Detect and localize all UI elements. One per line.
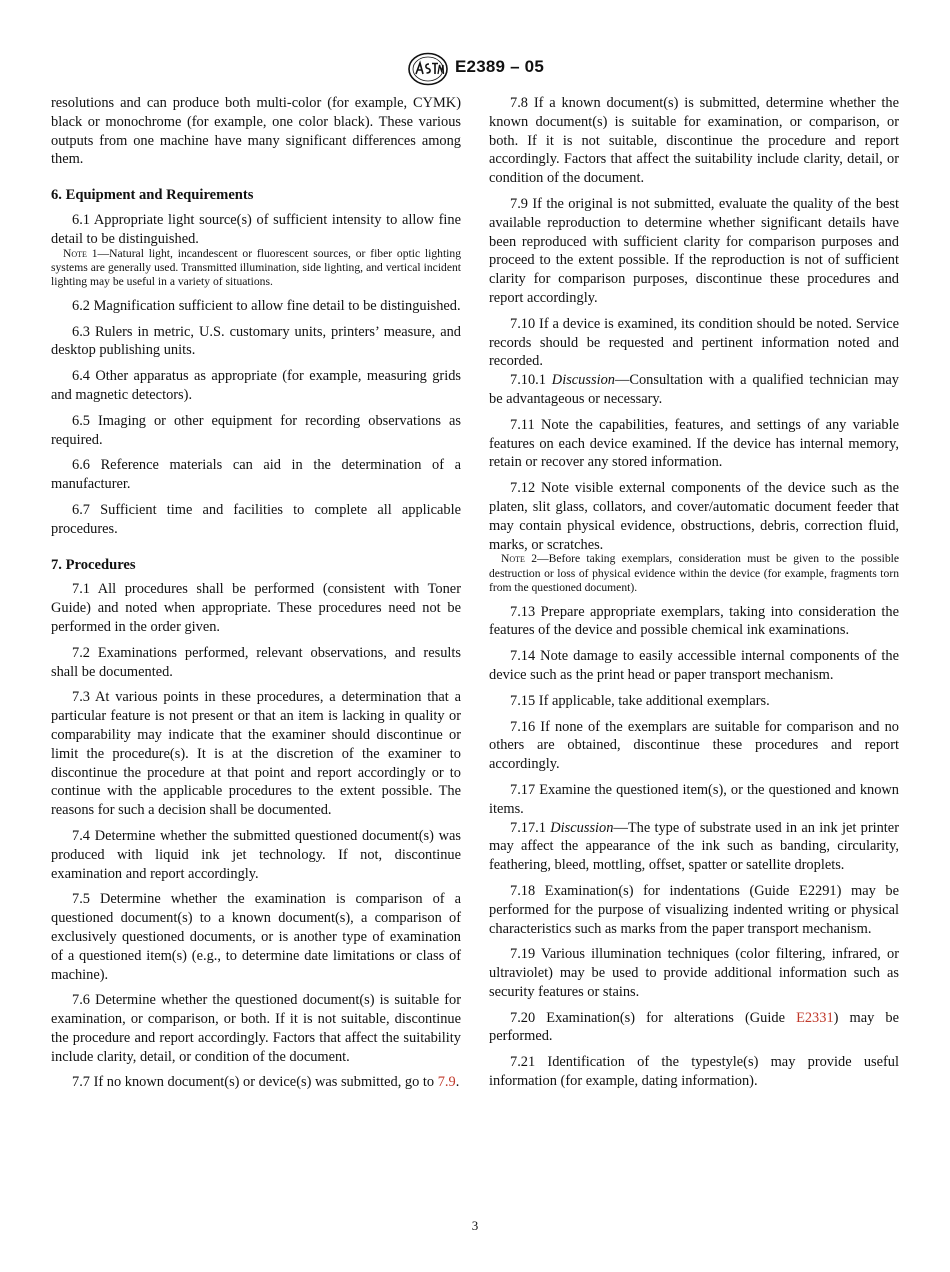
paragraph-7-10: 7.10 If a device is examined, its condition should be noted. Service records should be requested and pertinent information noted and recorded. bbox=[489, 315, 899, 370]
paragraph-6-5: 6.5 Imaging or other equipment for recording observations as required. bbox=[51, 412, 461, 448]
paragraph-7-16: 7.16 If none of the exemplars are suitable for comparison and no others are obtained, discontinue these procedures and report accordingly. bbox=[489, 718, 899, 773]
discussion-label: Discussion bbox=[550, 819, 614, 836]
paragraph-7-7-text: 7.7 If no known document(s) or device(s) was submitted, go to bbox=[72, 1074, 438, 1091]
paragraph-7-10-1-text: —Consultation with a qualified technician may be advantageous or necessary. bbox=[489, 372, 899, 407]
paragraph-6-1: 6.1 Appropriate light source(s) of sufficient intensity to allow fine detail to be distinguished. bbox=[51, 211, 461, 247]
paragraph-7-17-1 bbox=[489, 819, 899, 875]
paragraph-7-20-text: 7.20 Examination(s) for alterations (Guide bbox=[510, 1009, 797, 1026]
page-number: 3 bbox=[471, 1218, 479, 1233]
paragraph-7-17-1-number: 7.17.1 bbox=[510, 819, 551, 836]
paragraph-7-17: 7.17 Examine the questioned item(s), or the questioned and known items. bbox=[489, 781, 899, 817]
paragraph-7-2: 7.2 Examinations performed, relevant observations, and results shall be documented. bbox=[51, 644, 461, 680]
note-1 bbox=[51, 247, 461, 290]
paragraph-7-15: 7.15 If applicable, take additional exemplars. bbox=[510, 692, 770, 709]
paragraph-7-20 bbox=[489, 1009, 899, 1047]
astm-logo-icon bbox=[407, 52, 449, 86]
paragraph-6-3: 6.3 Rulers in metric, U.S. customary units, printers’ measure, and desktop publishing units. bbox=[51, 323, 461, 359]
note-2 bbox=[489, 552, 899, 595]
paragraph-7-10-1 bbox=[489, 371, 899, 409]
paragraph-7-9: 7.9 If the original is not submitted, evaluate the quality of the best available reproduction to determine whether significant details have been reproduced with sufficient clarity for comparison purposes and proceed to the extent possible. If the reproduction is not of sufficient clarity for comparison purposes, discontinue these procedures and report accordingly. bbox=[489, 195, 899, 306]
paragraph-7-18: 7.18 Examination(s) for indentations (Guide E2291) may be performed for the purpose of visualizing indented writing or physical characteristics such as marks from the paper transport mechanism. bbox=[489, 882, 899, 937]
paragraph-7-7 bbox=[51, 1073, 461, 1092]
link-e2331[interactable]: E2331 bbox=[796, 1009, 834, 1026]
note-1-text: 1—Natural light, incandescent or fluorescent sources, or fiber optic lighting systems are generally used. Transmitted illumination, side lighting, and vertical incident lighting may be useful in a variety of situations. bbox=[51, 246, 461, 289]
standard-designation: E2389 – 05 bbox=[455, 57, 544, 76]
paragraph-6-6: 6.6 Reference materials can aid in the determination of a manufacturer. bbox=[51, 457, 461, 493]
paragraph-7-10-1-number: 7.10.1 bbox=[510, 372, 552, 389]
link-7-9[interactable]: 7.9 bbox=[437, 1074, 456, 1091]
page-header bbox=[0, 52, 950, 86]
paragraph-7-5: 7.5 Determine whether the examination is comparison of a questioned document(s) to a known document(s), a comparison of exclusively questioned documents, or is another type of examination of a questioned item(s) (e.g., to determine date limitations or class of machine). bbox=[51, 891, 461, 983]
paragraph-7-4: 7.4 Determine whether the submitted questioned document(s) was produced with liquid ink jet technology. If not, discontinue examination and report accordingly. bbox=[51, 827, 461, 882]
paragraph-7-8: 7.8 If a known document(s) is submitted, determine whether the known document(s) is suitable for examination, or comparison, or both. If it is not suitable, discontinue the procedure and report accordingly. Factors that affect the suitability include clarity, detail, or condition of the document. bbox=[489, 95, 899, 187]
paragraph-6-7: 6.7 Sufficient time and facilities to complete all applicable procedures. bbox=[51, 501, 461, 537]
paragraph-7-17-1-text: —The type of substrate used in an ink jet printer may affect the appearance of the ink such as banding, circularity, feathering, bleed, mottling, offset, spatter or satellite droplets. bbox=[489, 819, 899, 874]
paragraph-6-4: 6.4 Other apparatus as appropriate (for example, measuring grids and magnetic detectors). bbox=[51, 368, 461, 403]
discussion-label: Discussion bbox=[551, 372, 615, 389]
paragraph-7-14: 7.14 Note damage to easily accessible internal components of the device such as the print head or paper transport mechanism. bbox=[489, 648, 899, 683]
paragraph-continuation: resolutions and can produce both multi-color (for example, CYMK) black or monochrome (for example, one color black). These various outputs from one machine have many significant differences among them. bbox=[51, 95, 461, 168]
section-heading-equipment: 6. Equipment and Requirements bbox=[51, 187, 254, 204]
paragraph-7-19: 7.19 Various illumination techniques (color filtering, infrared, or ultraviolet) may be used to provide additional information such as security features or stains. bbox=[489, 946, 899, 1000]
paragraph-7-13: 7.13 Prepare appropriate exemplars, taking into consideration the features of the device and possible chemical ink examinations. bbox=[489, 603, 899, 639]
paragraph-7-7-end: . bbox=[455, 1074, 460, 1091]
note-1-label: Note bbox=[63, 246, 87, 260]
section-heading-procedures: 7. Procedures bbox=[51, 556, 136, 573]
note-2-label: Note bbox=[501, 552, 525, 566]
paragraph-7-3: 7.3 At various points in these procedures, a determination that a particular feature is not present or that an item is lacking in quality or comparability may indicate that the examiner should discontinue or limit the procedure(s). It is at the discretion of the examiner to discontinue the procedure at that point and report accordingly or to continue with the applicable procedures to the extent possible. The reasons for such a decision shall be documented. bbox=[51, 689, 461, 819]
paragraph-7-11: 7.11 Note the capabilities, features, and settings of any variable features on each device examined. If the device has internal memory, retain or recover any stored information. bbox=[489, 416, 899, 471]
paragraph-7-12: 7.12 Note visible external components of the device such as the platen, slit glass, collators, and cover/automatic document feeder that may contain physical evidence, obstructions, debris, correction fluid, marks, or scratches. bbox=[489, 480, 899, 553]
paragraph-7-20-end: ) may be performed. bbox=[489, 1009, 899, 1045]
paragraph-6-2: 6.2 Magnification sufficient to allow fine detail to be distinguished. bbox=[72, 297, 461, 314]
note-2-text: 2—Before taking exemplars, consideration must be given to the possible destruction or loss of physical evidence within the device (for example, fragments torn from the questioned document). bbox=[489, 552, 899, 595]
paragraph-7-1: 7.1 All procedures shall be performed (consistent with Toner Guide) and noted when appropriate. These procedures need not be performed in the order given. bbox=[51, 581, 461, 635]
right-column bbox=[489, 94, 899, 1098]
paragraph-7-21: 7.21 Identification of the typestyle(s) may provide useful information (for example, dating information). bbox=[489, 1054, 899, 1090]
left-column bbox=[51, 94, 461, 1099]
paragraph-7-6: 7.6 Determine whether the questioned document(s) is suitable for examination, or comparison, or both. If it is not suitable, discontinue the procedure and report accordingly. Factors that affect the suitability include clarity, detail, or condition of the document. bbox=[51, 992, 461, 1065]
